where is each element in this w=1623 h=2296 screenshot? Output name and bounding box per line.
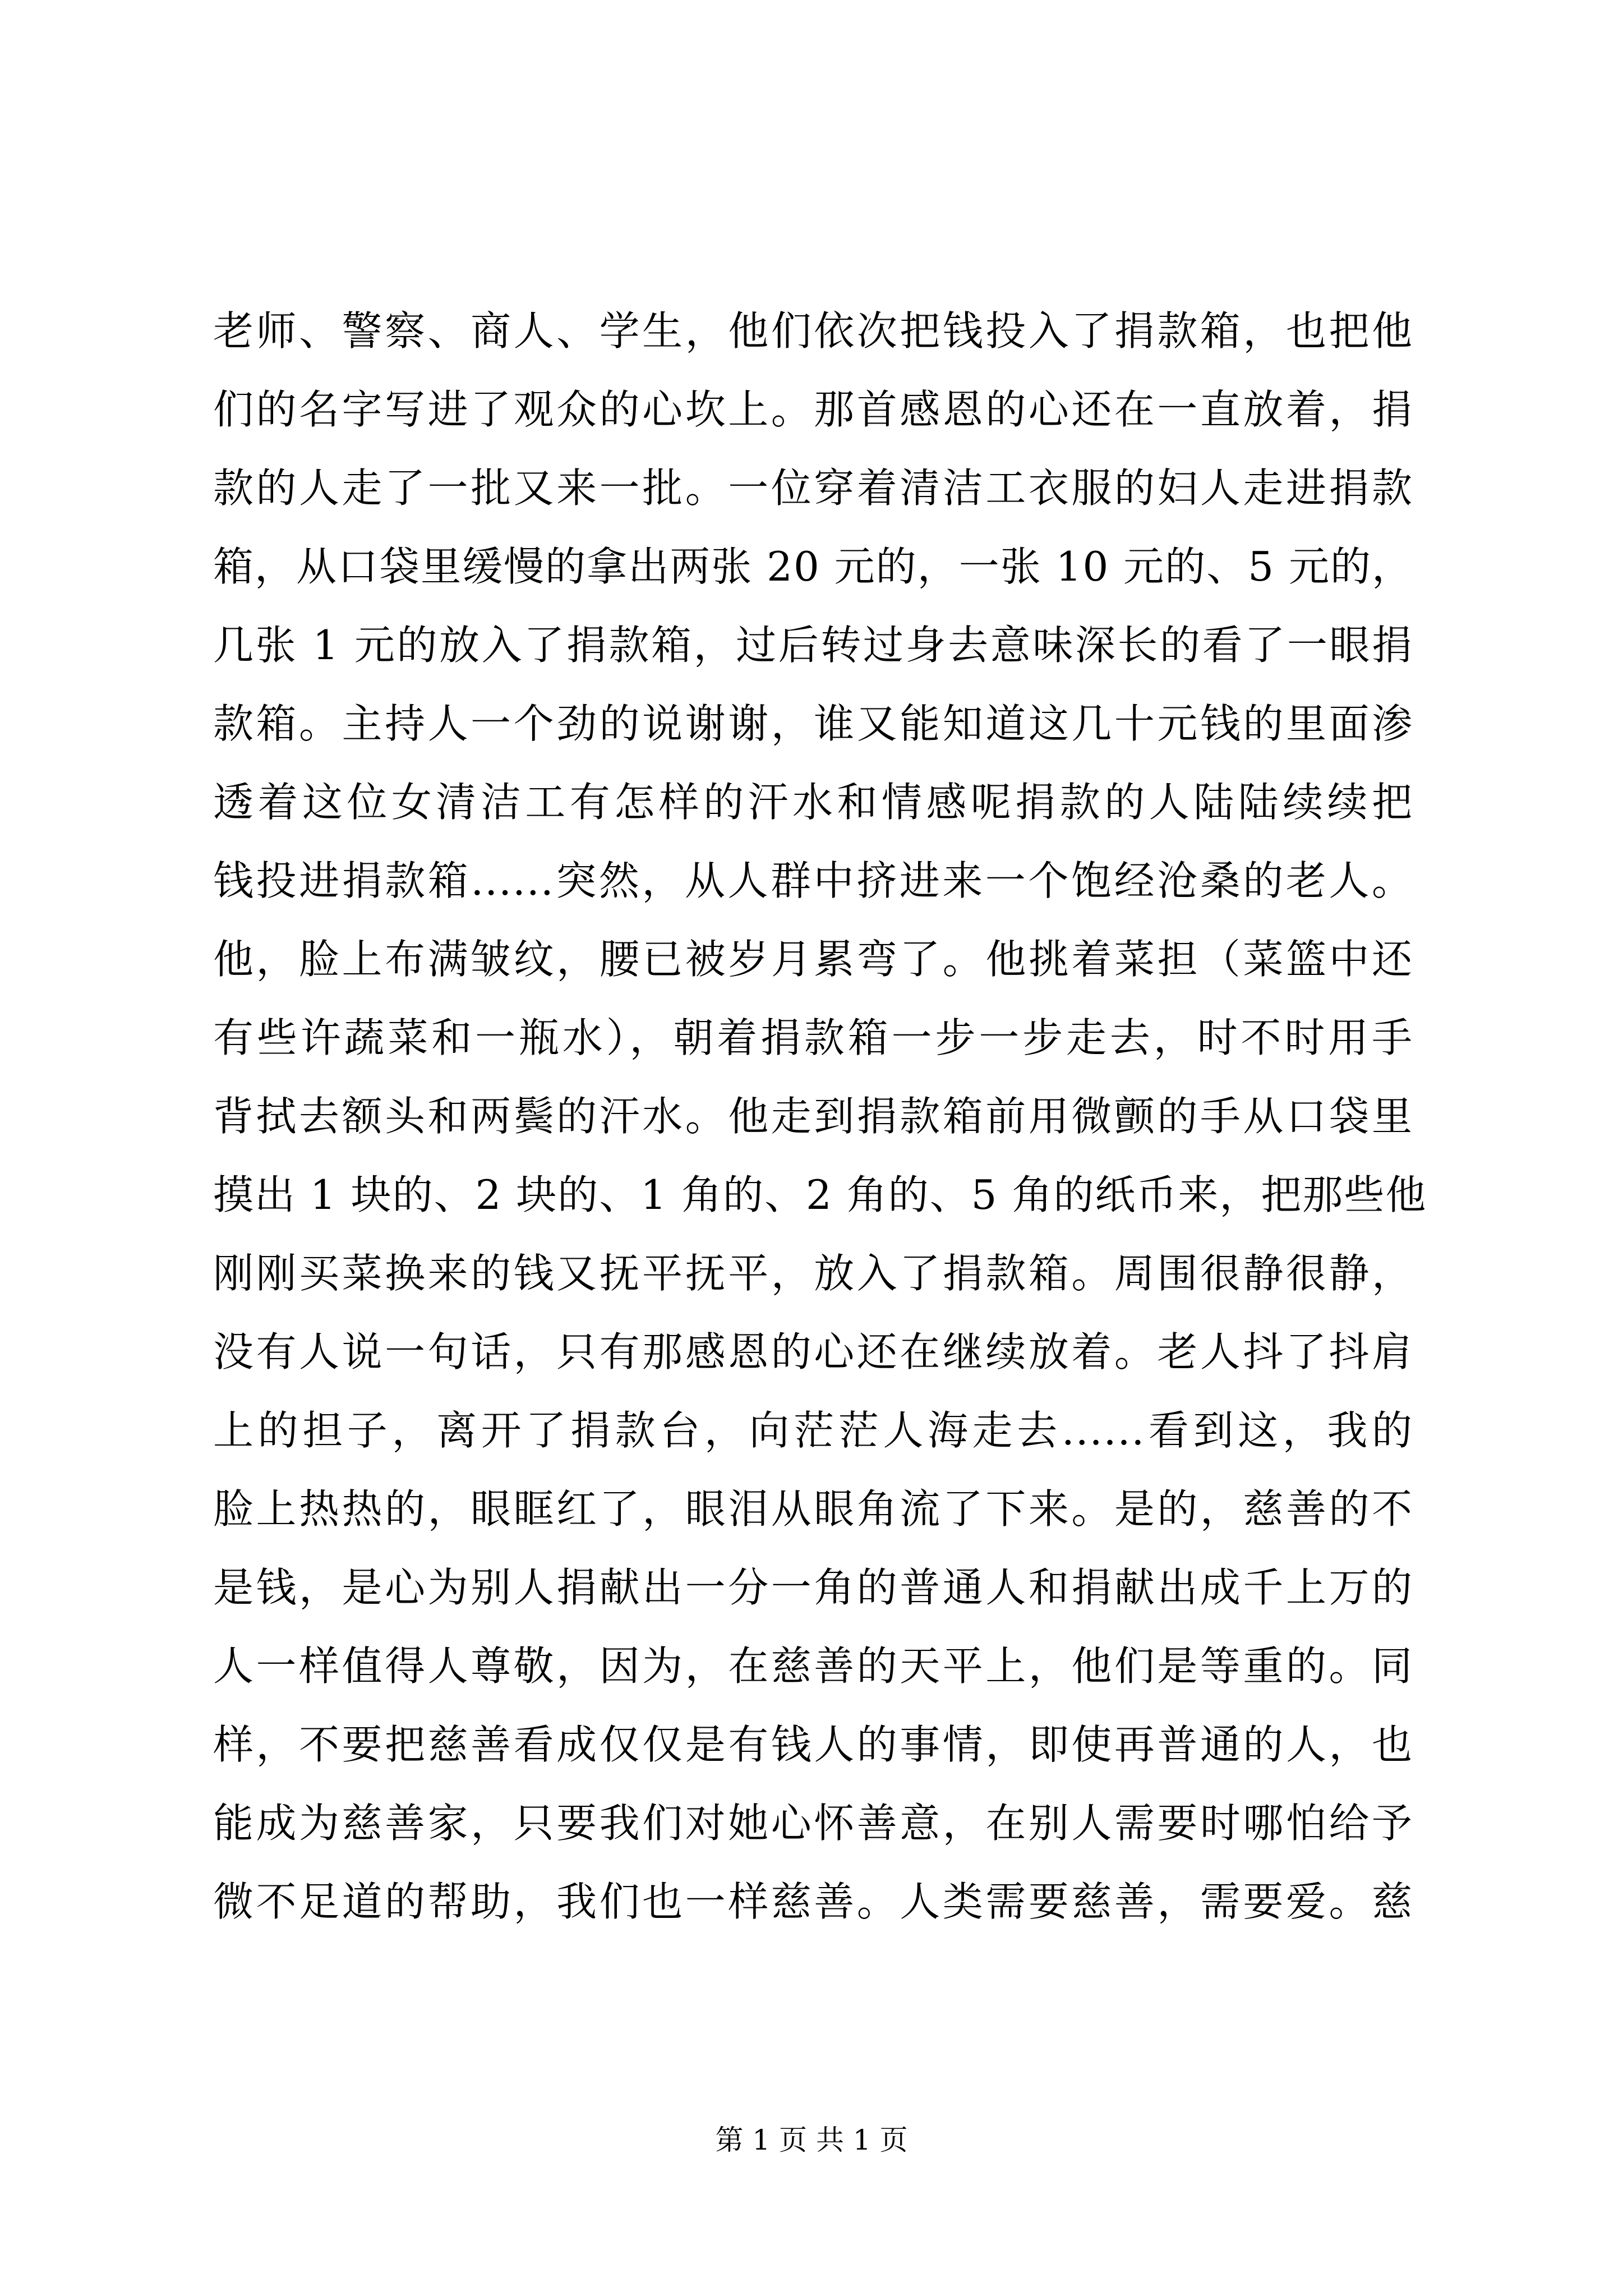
page-footer: 第 1 页 共 1 页	[715, 2124, 908, 2156]
text-line: 透着这位女清洁工有怎样的汗水和情感呢捐款的人陆陆续续把	[213, 779, 1413, 826]
text-line: 有些许蔬菜和一瓶水），朝着捐款箱一步一步走去，时不时用手	[213, 1014, 1413, 1061]
text-line: 人一样值得人尊敬，因为，在慈善的天平上，他们是等重的。同	[213, 1642, 1413, 1690]
text-line: 他，脸上布满皱纹，腰已被岁月累弯了。他挑着菜担（菜篮中还	[213, 936, 1413, 983]
text-line: 刚刚买菜换来的钱又抚平抚平，放入了捐款箱。周围很静很静，	[213, 1250, 1413, 1297]
text-line: 脸上热热的，眼眶红了，眼泪从眼角流了下来。是的，慈善的不	[213, 1485, 1413, 1533]
text-line: 没有人说一句话，只有那感恩的心还在继续放着。老人抖了抖肩	[213, 1328, 1413, 1375]
text-line: 样，不要把慈善看成仅仅是有钱人的事情，即使再普通的人，也	[213, 1721, 1413, 1768]
text-line: 微不足道的帮助，我们也一样慈善。人类需要慈善，需要爱。慈	[213, 1878, 1413, 1925]
text-line: 钱投进捐款箱......突然，从人群中挤进来一个饱经沧桑的老人。	[213, 857, 1413, 904]
text-line: 上的担子，离开了捐款台，向茫茫人海走去......看到这，我的	[213, 1407, 1413, 1454]
text-line: 款的人走了一批又来一批。一位穿着清洁工衣服的妇人走进捐款	[213, 464, 1413, 512]
text-line: 是钱，是心为别人捐献出一分一角的普通人和捐献出成千上万的	[213, 1564, 1413, 1611]
text-line: 几张 1 元的放入了捐款箱，过后转过身去意味深长的看了一眼捐	[213, 622, 1413, 669]
text-line: 款箱。主持人一个劲的说谢谢，谁又能知道这几十元钱的里面渗	[213, 700, 1413, 747]
text-line: 能成为慈善家，只要我们对她心怀善意，在别人需要时哪怕给予	[213, 1800, 1413, 1847]
text-line: 们的名字写进了观众的心坎上。那首感恩的心还在一直放着，捐	[213, 386, 1413, 433]
text-line: 箱，从口袋里缓慢的拿出两张 20 元的，一张 10 元的、5 元的，	[213, 543, 1413, 590]
body-text	[213, 292, 1427, 1941]
text-line: 摸出 1 块的、2 块的、1 角的、2 角的、5 角的纸币来，把那些他	[213, 1171, 1427, 1218]
text-line: 老师、警察、商人、学生，他们依次把钱投入了捐款箱，也把他	[213, 307, 1413, 355]
text-line: 背拭去额头和两鬓的汗水。他走到捐款箱前用微颤的手从口袋里	[213, 1093, 1413, 1140]
